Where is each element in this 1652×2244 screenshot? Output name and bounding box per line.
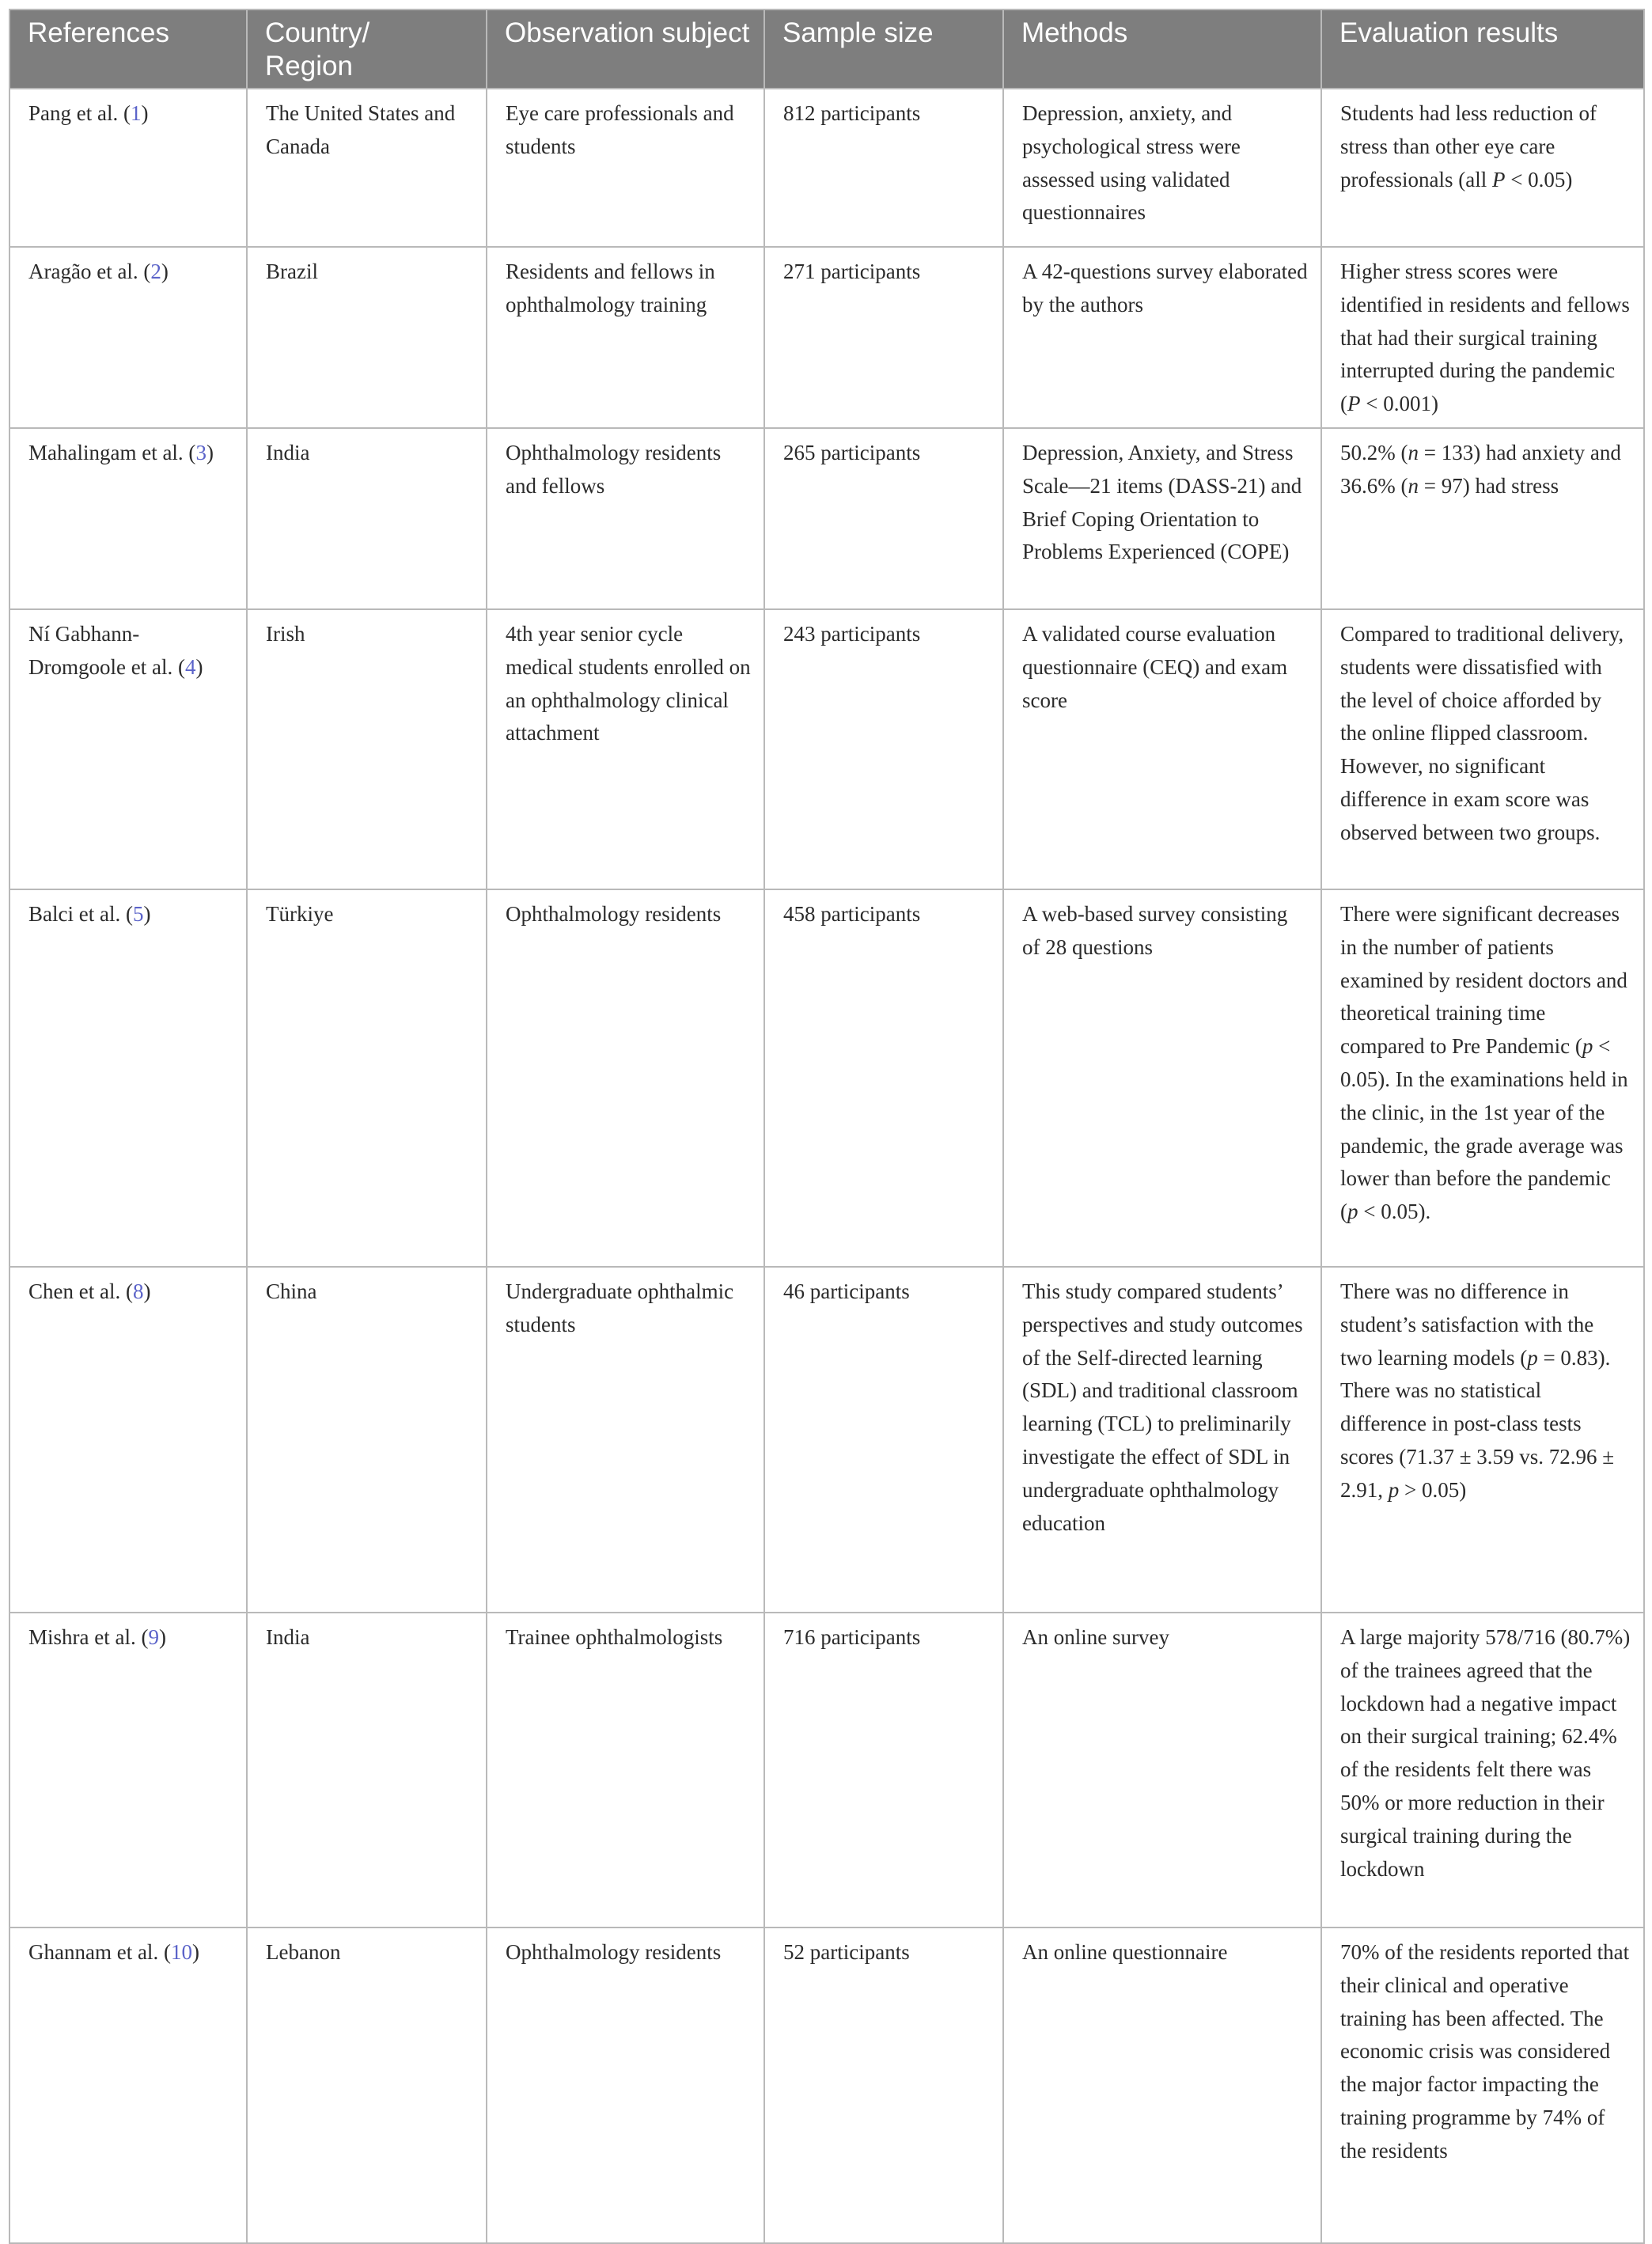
- cell-sample-size: 46 participants: [764, 1267, 1003, 1613]
- cell-reference: [9, 889, 247, 1267]
- header-references: References: [9, 9, 247, 89]
- cell-methods: A validated course evaluation questionnaire (CEQ) and exam score: [1003, 609, 1321, 889]
- cell-observation-subject: Ophthalmology residents and fellows: [487, 428, 764, 609]
- cell-observation-subject: Ophthalmology residents: [487, 1927, 764, 2243]
- table-header: [9, 9, 1644, 89]
- cell-sample-size: 265 participants: [764, 428, 1003, 609]
- cell-sample-size: 243 participants: [764, 609, 1003, 889]
- table-row: [9, 247, 1644, 428]
- table-row: [9, 1927, 1644, 2243]
- cell-observation-subject: 4th year senior cycle medical students enrolled on an ophthalmology clinical attachment: [487, 609, 764, 889]
- cell-evaluation-results: There was no difference in student’s satisfaction with the two learning models (p = 0.83). There was no statistical difference in post-class tests scores (71.37 ± 3.59 vs. 72.96 ± 2.91, p > 0.05): [1321, 1267, 1644, 1613]
- cell-country-region: India: [247, 1613, 487, 1927]
- cell-methods: Depression, anxiety, and psychological stress were assessed using validated questionnaires: [1003, 89, 1321, 247]
- cell-evaluation-results: A large majority 578/716 (80.7%) of the trainees agreed that the lockdown had a negative impact on their surgical training; 62.4% of the residents felt there was 50% or more reduction in their surgical training during the lockdown: [1321, 1613, 1644, 1927]
- cell-reference: [9, 428, 247, 609]
- citation-link[interactable]: 3: [195, 441, 206, 464]
- table-row: [9, 428, 1644, 609]
- cell-country-region: India: [247, 428, 487, 609]
- citation-link[interactable]: 10: [170, 1940, 192, 1964]
- reference-author: Ní Gabhann-Dromgoole et al. (: [28, 622, 185, 679]
- cell-reference: [9, 609, 247, 889]
- table-row: [9, 1267, 1644, 1613]
- cell-reference: [9, 1613, 247, 1927]
- header-evaluation-results: Evaluation results: [1321, 9, 1644, 89]
- cell-methods: Depression, Anxiety, and Stress Scale—21 items (DASS-21) and Brief Coping Orientation to Problems Experienced (COPE): [1003, 428, 1321, 609]
- header-observation-subject: Observation subject: [487, 9, 764, 89]
- reference-close: ): [141, 101, 149, 125]
- cell-country-region: Irish: [247, 609, 487, 889]
- citation-link[interactable]: 2: [150, 260, 161, 283]
- reference-author: Chen et al. (: [28, 1279, 133, 1303]
- cell-reference: [9, 1927, 247, 2243]
- cell-methods: A 42-questions survey elaborated by the authors: [1003, 247, 1321, 428]
- cell-observation-subject: Residents and fellows in ophthalmology training: [487, 247, 764, 428]
- cell-country-region: China: [247, 1267, 487, 1613]
- reference-close: ): [143, 902, 151, 926]
- header-sample-size: Sample size: [764, 9, 1003, 89]
- cell-country-region: Lebanon: [247, 1927, 487, 2243]
- reference-author: Ghannam et al. (: [28, 1940, 171, 1964]
- citation-link[interactable]: 1: [130, 101, 142, 125]
- table-row: [9, 609, 1644, 889]
- studies-table: [9, 9, 1645, 2244]
- cell-sample-size: 716 participants: [764, 1613, 1003, 1927]
- cell-methods: This study compared students’ perspectives and study outcomes of the Self-directed learning (SDL) and traditional classroom learning (TCL) to preliminarily investigate the effect of SDL in undergraduate ophthalmology education: [1003, 1267, 1321, 1613]
- reference-close: ): [158, 1625, 166, 1649]
- cell-sample-size: 271 participants: [764, 247, 1003, 428]
- cell-methods: An online questionnaire: [1003, 1927, 1321, 2243]
- reference-close: ): [191, 1940, 199, 1964]
- cell-sample-size: 812 participants: [764, 89, 1003, 247]
- cell-observation-subject: Undergraduate ophthalmic students: [487, 1267, 764, 1613]
- table-row: [9, 889, 1644, 1267]
- header-methods: Methods: [1003, 9, 1321, 89]
- cell-country-region: Türkiye: [247, 889, 487, 1267]
- reference-author: Aragão et al. (: [28, 260, 151, 283]
- reference-close: ): [143, 1279, 151, 1303]
- cell-reference: [9, 1267, 247, 1613]
- cell-sample-size: 52 participants: [764, 1927, 1003, 2243]
- cell-observation-subject: Eye care professionals and students: [487, 89, 764, 247]
- reference-close: ): [206, 441, 214, 464]
- table-body: [9, 89, 1644, 2243]
- table-row: [9, 89, 1644, 247]
- cell-observation-subject: Trainee ophthalmologists: [487, 1613, 764, 1927]
- reference-author: Mishra et al. (: [28, 1625, 149, 1649]
- reference-close: ): [161, 260, 169, 283]
- header-row: [9, 9, 1644, 89]
- reference-author: Pang et al. (: [28, 101, 131, 125]
- cell-reference: [9, 247, 247, 428]
- cell-evaluation-results: There were significant decreases in the number of patients examined by resident doctors and theoretical training time compared to Pre Pandemic (p < 0.05). In the examinations held in the clinic, in the 1st year of the pandemic, the grade average was lower than before the pandemic (p < 0.05).: [1321, 889, 1644, 1267]
- citation-link[interactable]: 5: [132, 902, 144, 926]
- reference-author: Balci et al. (: [28, 902, 133, 926]
- cell-methods: An online survey: [1003, 1613, 1321, 1927]
- cell-country-region: Brazil: [247, 247, 487, 428]
- cell-evaluation-results: 70% of the residents reported that their clinical and operative training has been affected. The economic crisis was considered the major factor impacting the training programme by 74% of the residents: [1321, 1927, 1644, 2243]
- cell-evaluation-results: Compared to traditional delivery, students were dissatisfied with the level of choice afforded by the online flipped classroom. However, no significant difference in exam score was observed between two groups.: [1321, 609, 1644, 889]
- table-row: [9, 1613, 1644, 1927]
- studies-table-container: [9, 9, 1643, 2244]
- cell-country-region: The United States and Canada: [247, 89, 487, 247]
- cell-methods: A web-based survey consisting of 28 questions: [1003, 889, 1321, 1267]
- cell-observation-subject: Ophthalmology residents: [487, 889, 764, 1267]
- cell-reference: [9, 89, 247, 247]
- reference-author: Mahalingam et al. (: [28, 441, 196, 464]
- header-country-region: Country/ Region: [247, 9, 487, 89]
- citation-link[interactable]: 8: [132, 1279, 144, 1303]
- reference-close: ): [195, 654, 203, 679]
- cell-evaluation-results: 50.2% (n = 133) had anxiety and 36.6% (n = 97) had stress: [1321, 428, 1644, 609]
- citation-link[interactable]: 9: [148, 1625, 159, 1649]
- cell-sample-size: 458 participants: [764, 889, 1003, 1267]
- cell-evaluation-results: Students had less reduction of stress than other eye care professionals (all P < 0.05): [1321, 89, 1644, 247]
- cell-evaluation-results: Higher stress scores were identified in residents and fellows that had their surgical training interrupted during the pandemic (P < 0.001): [1321, 247, 1644, 428]
- citation-link[interactable]: 4: [184, 654, 196, 679]
